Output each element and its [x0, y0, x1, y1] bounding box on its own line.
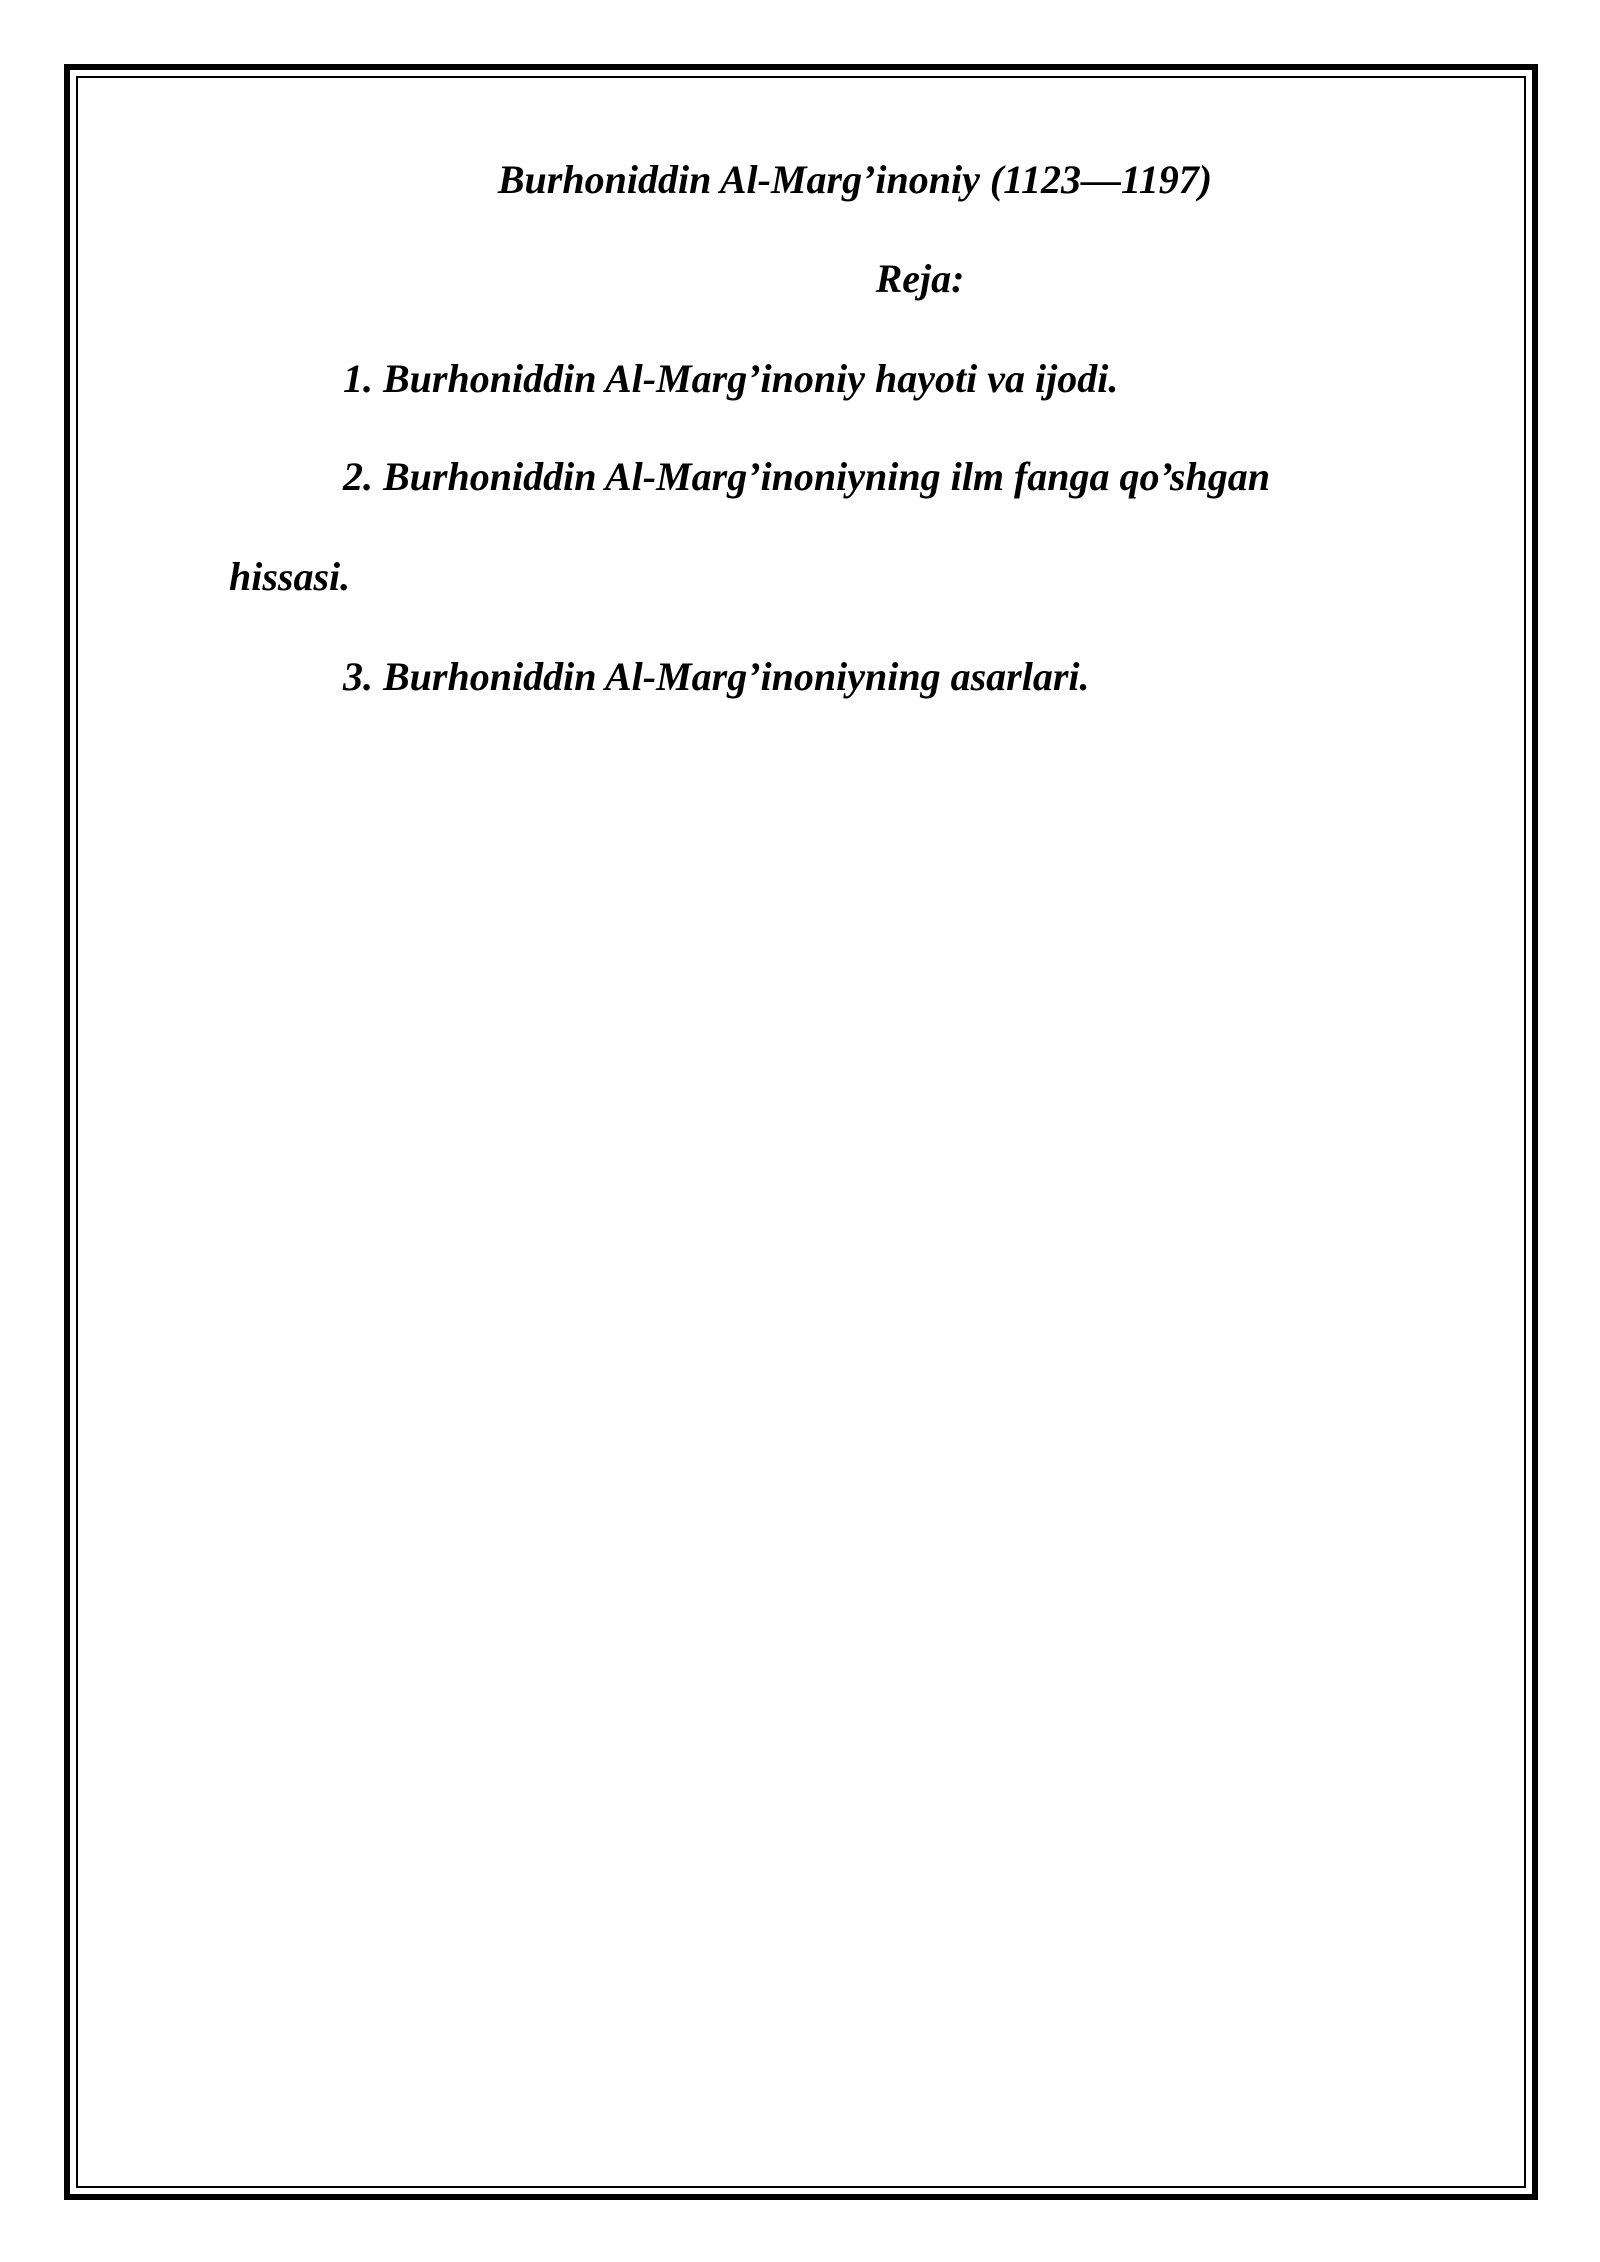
- plan-item-2-continuation: hissasi.: [229, 554, 351, 599]
- document-title: Burhoniddin Al-Marg’inoniy (1123—1197): [497, 157, 1213, 202]
- plan-item-1: 1. Burhoniddin Al-Marg’inoniy hayoti va ijodi.: [343, 356, 1119, 401]
- plan-item-3: 3. Burhoniddin Al-Marg’inoniyning asarlari.: [343, 654, 1090, 699]
- plan-heading: Reja:: [875, 256, 965, 301]
- plan-item-2: 2. Burhoniddin Al-Marg’inoniyning ilm fanga qo’shgan: [343, 454, 1270, 499]
